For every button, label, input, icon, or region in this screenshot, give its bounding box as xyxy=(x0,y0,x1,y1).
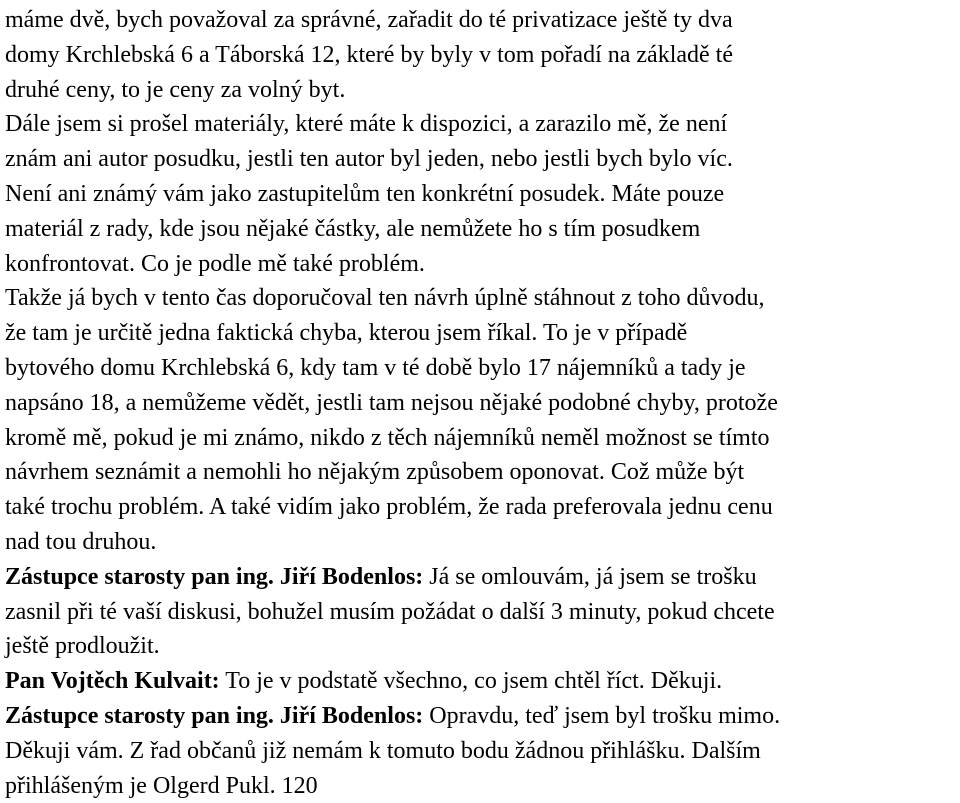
text-line: Takže já bych v tento čas doporučoval ten návrh úplně stáhnout z toho důvodu, xyxy=(5,285,765,312)
text-line: kromě mě, pokud je mi známo, nikdo z těch nájemníků neměl možnost se tímto xyxy=(5,424,770,451)
text-line: Dále jsem si prošel materiály, které máte k dispozici, a zarazilo mě, že není xyxy=(5,111,728,138)
text-line: domy Krchlebská 6 a Táborská 12, které by byly v tom pořadí na základě té xyxy=(5,41,734,68)
speech-line: Děkuji vám. Z řad občanů již nemám k tomuto bodu žádnou přihlášku. Dalším xyxy=(5,737,761,764)
text-line: návrhem seznámit a nemohli ho nějakým způsobem oponovat. Což může být xyxy=(5,459,745,486)
text-line: že tam je určitě jedna faktická chyba, kterou jsem říkal. To je v případě xyxy=(5,320,688,347)
text-line: druhé ceny, to je ceny za volný byt. xyxy=(5,76,346,103)
speaker-name: Zástupce starosty pan ing. Jiří Bodenlos: xyxy=(5,563,424,590)
speech-line xyxy=(5,560,960,595)
text-line: materiál z rady, kde jsou nějaké částky, ale nemůžete ho s tím posudkem xyxy=(5,215,701,242)
text-line: napsáno 18, a nemůžeme vědět, jestli tam nejsou nějaké podobné chyby, protože xyxy=(5,389,778,416)
speech-line: zasnil při té vaší diskusi, bohužel musím požádat o další 3 minuty, pokud chcete xyxy=(5,598,775,625)
text-line: konfrontovat. Co je podle mě také problém. xyxy=(5,250,425,277)
speech-text: Opravdu, teď jsem byl trošku mimo. xyxy=(423,702,781,729)
speech-line xyxy=(5,699,960,734)
document-page xyxy=(5,3,960,803)
speech-text: Já se omlouvám, já jsem se trošku xyxy=(423,563,757,590)
speaker-name: Pan Vojtěch Kulvait: xyxy=(5,668,220,695)
text-line: nad tou druhou. xyxy=(5,528,157,555)
speech-text: To je v podstatě všechno, co jsem chtěl říct. Děkuji. xyxy=(219,668,723,695)
text-line: máme dvě, bych považoval za správné, zařadit do té privatizace ještě ty dva xyxy=(5,7,733,33)
text-line: bytového domu Krchlebská 6, kdy tam v té době bylo 17 nájemníků a tady je xyxy=(5,354,746,381)
text-line: znám ani autor posudku, jestli ten autor byl jeden, nebo jestli bych bylo víc. xyxy=(5,146,733,173)
speech-line: přihlášeným je Olgerd Pukl. 120 xyxy=(5,772,318,799)
text-line: Není ani známý vám jako zastupitelům ten konkrétní posudek. Máte pouze xyxy=(5,180,725,207)
speech-line xyxy=(5,664,960,699)
speaker-name: Zástupce starosty pan ing. Jiří Bodenlos: xyxy=(5,702,424,729)
text-line: také trochu problém. A také vidím jako problém, že rada preferovala jednu cenu xyxy=(5,494,773,521)
speech-line: ještě prodloužit. xyxy=(5,633,160,660)
